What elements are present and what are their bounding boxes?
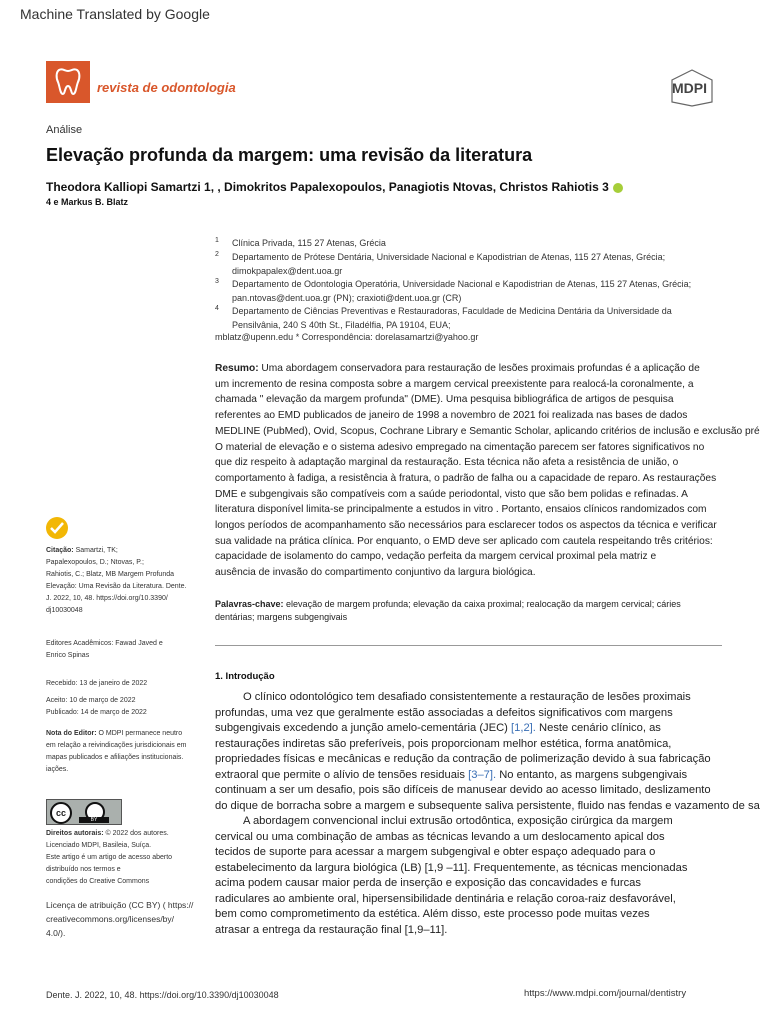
body-line: [215, 690, 768, 706]
body-line: [215, 783, 768, 799]
note-line: [46, 752, 206, 764]
citation-line: [46, 593, 206, 605]
copyright-line-text: Este artigo é um artigo de acesso aberto: [46, 854, 173, 861]
license-line-text: Licença de atribuição (CC BY) ( https://: [46, 900, 194, 910]
citation-line-text: Elevação: Uma Revisão da Literatura. Dente.: [46, 583, 187, 590]
abstract-line: [215, 518, 745, 534]
abstract-line: [215, 377, 745, 393]
affiliation-text: dimokpapalex@dent.uoa.gr: [232, 266, 343, 276]
copyright-line-text: condições do Creative Commons: [46, 878, 150, 885]
abstract-line: [215, 471, 745, 487]
copyright-line-label: Direitos autorais:: [46, 830, 104, 837]
abstract-line: [215, 392, 745, 408]
abstract-line-text: DME e subgengivais são compatíveis com a saúde periodontal, visto que são bem polidas e refinadas. A: [215, 488, 688, 500]
article-title: Elevação profunda da margem: uma revisão da literatura: [46, 145, 533, 165]
body-line: [215, 907, 768, 923]
authors-line: [46, 180, 624, 194]
body-line: [215, 923, 768, 939]
cc-icon: cc: [50, 802, 72, 824]
affiliation-text: Departamento de Odontologia Operatória, Universidade Nacional e Kapodistrian de Atenas, 115 27 Atenas, Grécia;: [232, 279, 692, 289]
keywords-text: elevação de margem profunda; elevação da caixa proximal; realocação da margem cervical; cáries dentárias; margens subgengivais: [215, 599, 681, 622]
article-type: Análise: [46, 124, 83, 136]
abstract-line: [215, 534, 745, 550]
affiliation-number: 4: [215, 305, 219, 312]
orcid-icon[interactable]: [613, 183, 623, 193]
citation-line-text: Rahiotis, C.; Blatz, MB Margem Profunda: [46, 571, 174, 578]
body-line: [215, 830, 768, 846]
affiliation-text: Departamento de Ciências Preventivas e Restauradoras, Faculdade de Medicina Dentária da Universidade da: [232, 306, 672, 316]
published-date: Publicado: 14 de março de 2022: [46, 709, 147, 716]
copyright-line: [46, 852, 206, 864]
citation-line: [46, 605, 206, 617]
abstract-line-text: MEDLINE (PubMed), Ovid, Scopus, Cochrane Library e Semantic Scholar, aplicando critérios de inclusão e exclusão pré: [215, 425, 760, 437]
license-block: [46, 898, 206, 940]
editors-line: [46, 638, 206, 650]
note-line-text: iações.: [46, 766, 69, 773]
citation-line: [46, 545, 206, 557]
body-line-text: radiculares ao ambiente oral, hipersensibilidade dentinária e relação coroa-raiz desfavorável,: [215, 892, 676, 905]
academic-editors: [46, 638, 206, 662]
copyright-line: [46, 840, 206, 852]
note-line-text: em relação a reivindicações jurisdicionais em: [46, 742, 187, 749]
citation-block: [46, 545, 206, 617]
abstract-text: [215, 361, 760, 581]
body-line: [215, 799, 768, 815]
citation-line-text: dj10030048: [46, 607, 83, 614]
affiliation-number: 2: [215, 251, 219, 258]
abstract-line-text: Uma abordagem conservadora para restauração de lesões proximais profundas é a aplicação de: [258, 363, 700, 374]
keywords-label: Palavras-chave:: [215, 599, 284, 609]
divider: [215, 645, 722, 646]
translation-banner: Machine Translated by Google: [20, 6, 210, 22]
editors-line: [46, 650, 206, 662]
citation-line: [46, 569, 206, 581]
body-line-text: No entanto, as margens subgengivais: [496, 768, 688, 781]
body-line: [215, 861, 768, 877]
journal-logo: [46, 61, 90, 103]
license-line-text: creativecommons.org/licenses/by/: [46, 914, 175, 924]
note-line: [46, 764, 206, 776]
footer-journal-url[interactable]: https://www.mdpi.com/journal/dentistry: [524, 988, 687, 999]
abstract-line-text: ausência de invasão do compartimento conjuntivo da largura biológica.: [215, 567, 536, 579]
abstract-line: [215, 565, 745, 581]
keywords: [215, 598, 720, 624]
body-line-text: tecidos de suporte para acessar a margem subgengival e obter espaço adequado para o: [215, 846, 656, 858]
body-line: [215, 737, 768, 753]
copyright-line: [46, 864, 206, 876]
editors-line-text: Enrico Spinas: [46, 652, 90, 659]
citation-line: [46, 557, 206, 569]
abstract-line-text: comportamento à fadiga, a resistência à fratura, o padrão de falha ou a capacidade de reparo. As restaurações: [215, 472, 717, 484]
note-line-text: mapas publicados e afiliações institucionais.: [46, 754, 184, 761]
editor-note: [46, 728, 206, 776]
abstract-line: [215, 549, 745, 565]
body-line-text: continuam a ser um desafio, pois são difíceis de manusear devido ao acesso limitado, deslizamento: [215, 784, 711, 796]
license-line-text: 4.0/).: [46, 928, 66, 938]
citation-line: [46, 581, 206, 593]
copyright-line-text: © 2022 dos autores.: [103, 830, 169, 837]
abstract-line: [215, 408, 745, 424]
abstract-line: [215, 455, 745, 471]
body-line: [215, 892, 768, 908]
accepted-date: Aceito: 10 de março de 2022: [46, 697, 136, 704]
check-for-updates-icon[interactable]: [46, 517, 68, 539]
abstract-line: [215, 487, 745, 503]
copyright-line: [46, 828, 206, 840]
citation-text: [46, 545, 206, 617]
introduction-body: [215, 690, 768, 938]
body-line: [215, 706, 768, 722]
abstract-line-text: chamada " elevação da margem profunda" (DME). Uma pesquisa bibliográfica de artigos de pesquisa: [215, 394, 674, 406]
abstract-line-text: O material de elevação e o sistema adesivo empregado na cimentação parecem ser fatores significativos no: [215, 441, 705, 453]
citation-link[interactable]: [1,2].: [511, 722, 536, 734]
received-date: Recebido: 13 de janeiro de 2022: [46, 680, 148, 687]
body-line-text: cervical ou uma combinação de ambas as técnicas levando a um deslocamento apical dos: [215, 830, 665, 843]
tooth-icon: [54, 66, 82, 98]
abstract-line-text: referentes ao EMD publicados de janeiro de 1998 a novembro de 2021 foi realizada nas bases de dados: [215, 410, 688, 422]
abstract-line: [215, 440, 745, 456]
affiliation-text: Clínica Privada, 115 27 Atenas, Grécia: [232, 238, 386, 248]
abstract-line-text: sua validade na prática clínica. Por enquanto, o EMD deve ser aplicado com cautela respeitando três critérios:: [215, 535, 713, 547]
authors-line-2: 4 e Markus B. Blatz: [46, 197, 129, 207]
copyright-line-text: Licenciado MDPI, Basileia, Suíça.: [46, 842, 152, 849]
abstract-line: [215, 424, 760, 440]
body-line: [215, 814, 768, 830]
affiliation-line: [215, 319, 715, 332]
note-line: [46, 728, 206, 740]
body-line: [215, 752, 768, 768]
body-line: [215, 876, 768, 892]
copyright-block: [46, 828, 206, 888]
mdpi-logo-text: MDPI: [672, 80, 707, 96]
body-line-text: bem como comprometimento da estética. Além disso, este processo pode muitas vezes: [215, 908, 650, 920]
editors-line-text: Editores Acadêmicos: Fawad Javed e: [46, 640, 163, 647]
abstract-line-text: que diz respeito à adaptação marginal da restauração. Esta técnica não afeta a resistência de união, o: [215, 457, 679, 469]
cc-by-label: BY: [79, 817, 109, 823]
authors-text: Theodora Kalliopi Samartzi 1, , Dimokritos Papalexopoulos, Panagiotis Ntovas, Christos Rahiotis 3: [46, 180, 609, 194]
license-line: [46, 898, 206, 912]
note-line-label: Nota do Editor:: [46, 730, 97, 737]
citation-line-label: Citação:: [46, 547, 74, 554]
body-line-text: Neste cenário clínico, as: [535, 722, 661, 734]
body-line-text: profundas, uma vez que geralmente estão associadas a defeitos significativos com margens: [215, 706, 673, 719]
body-line-text: atrasar a entrega da restauração final [1,9–11].: [215, 923, 448, 936]
body-line-text: acima podem causar maior perda de inserção e exposição das concavidades e furcas: [215, 877, 641, 889]
copyright-line: [46, 876, 206, 888]
body-line-text: A abordagem convencional inclui extrusão ortodôntica, exposição cirúrgica da margem: [243, 815, 673, 827]
citation-line-text: J. 2022, 10, 48. https://doi.org/10.3390/: [46, 595, 168, 602]
body-line-text: O clínico odontológico tem desafiado consistentemente a restauração de lesões proximais: [243, 691, 691, 703]
body-line: [215, 845, 768, 861]
affiliation-line: [215, 237, 715, 250]
correspondence: mblatz@upenn.edu * Correspondência: dorelasamartzi@yahoo.gr: [215, 332, 479, 342]
abstract-line-text: longos períodos de acompanhamento são necessários para esclarecer todos os aspectos da técnica e verificar: [215, 520, 717, 532]
affiliation-line: [215, 278, 715, 291]
body-line-text: subgengivais excedendo a junção amelo-cementária (JEC): [215, 722, 512, 734]
affiliation-line: [215, 292, 715, 305]
license-line: [46, 926, 206, 940]
dates-block: [46, 678, 206, 719]
citation-link[interactable]: [3–7].: [468, 768, 497, 781]
footer-citation: Dente. J. 2022, 10, 48. https://doi.org/10.3390/dj10030048: [46, 990, 279, 1000]
body-line-text: estabelecimento da largura biológica (LB) [1,9 –11]. Frequentemente, as técnicas mencionadas: [215, 861, 688, 874]
abstract-line: [215, 361, 745, 377]
affiliation-number: 1: [215, 237, 219, 244]
abstract: [215, 361, 760, 581]
abstract-label: Resumo:: [215, 363, 259, 374]
affiliation-text: pan.ntovas@dent.uoa.gr (PN); craxioti@dent.uoa.gr (CR): [232, 293, 462, 303]
affiliation-number: 3: [215, 278, 219, 285]
abstract-line-text: capacidade de isolamento do campo, vedação perfeita da margem cervical proximal pela matriz e: [215, 551, 657, 563]
body-line: [215, 768, 768, 784]
affiliation-text: Departamento de Prótese Dentária, Universidade Nacional e Kapodistrian de Atenas, 115 27 Atenas, Grécia;: [232, 252, 666, 262]
mdpi-logo: [666, 68, 718, 113]
affiliation-line: [215, 265, 715, 278]
license-line: [46, 912, 206, 926]
body-line-text: do dique de borracha sobre a margem e subsequente saliva persistente, fluido nas fendas e vazamento de sa: [215, 799, 760, 812]
note-line-text: O MDPI permanece neutro: [96, 730, 183, 737]
body-line: [215, 721, 768, 737]
body-line-text: propriedades físicas e mecânicas e redução da contração de polimerização devido à sua fabricação: [215, 753, 711, 765]
affiliation-line: [215, 305, 715, 318]
citation-line-text: Samartzi, TK;: [73, 547, 118, 554]
journal-name: revista de odontologia: [97, 80, 236, 95]
citation-line-text: Papalexopoulos, D.; Ntovas, P.;: [46, 559, 144, 566]
abstract-line-text: literatura disponível limita-se principalmente a estudos in vitro . Portanto, ensaios clínicos randomizados com: [215, 504, 707, 516]
abstract-line-text: um incremento de resina composta sobre a margem cervical preexistente para realocá-la coronalmente, a: [215, 378, 694, 390]
copyright-text: [46, 828, 206, 888]
abstract-line: [215, 502, 745, 518]
editor-note-text: [46, 728, 206, 776]
affiliation-line: [215, 251, 715, 264]
body-line-text: extraoral que permite o alívio de tensões residuais: [215, 768, 469, 781]
affiliation-text: Pensilvânia, 240 S 40th St., Filadélfia, PA 19104, EUA;: [232, 320, 451, 330]
editors-text: [46, 638, 206, 662]
license-link[interactable]: [46, 898, 206, 940]
cc-by-license-badge[interactable]: [46, 799, 122, 825]
section-heading-introduction: 1. Introdução: [215, 671, 275, 682]
copyright-line-text: distribuído nos termos e: [46, 866, 121, 873]
body-line-text: restaurações indiretas são preferíveis, pois proporcionam melhor estética, forma anatômica,: [215, 737, 672, 750]
note-line: [46, 740, 206, 752]
